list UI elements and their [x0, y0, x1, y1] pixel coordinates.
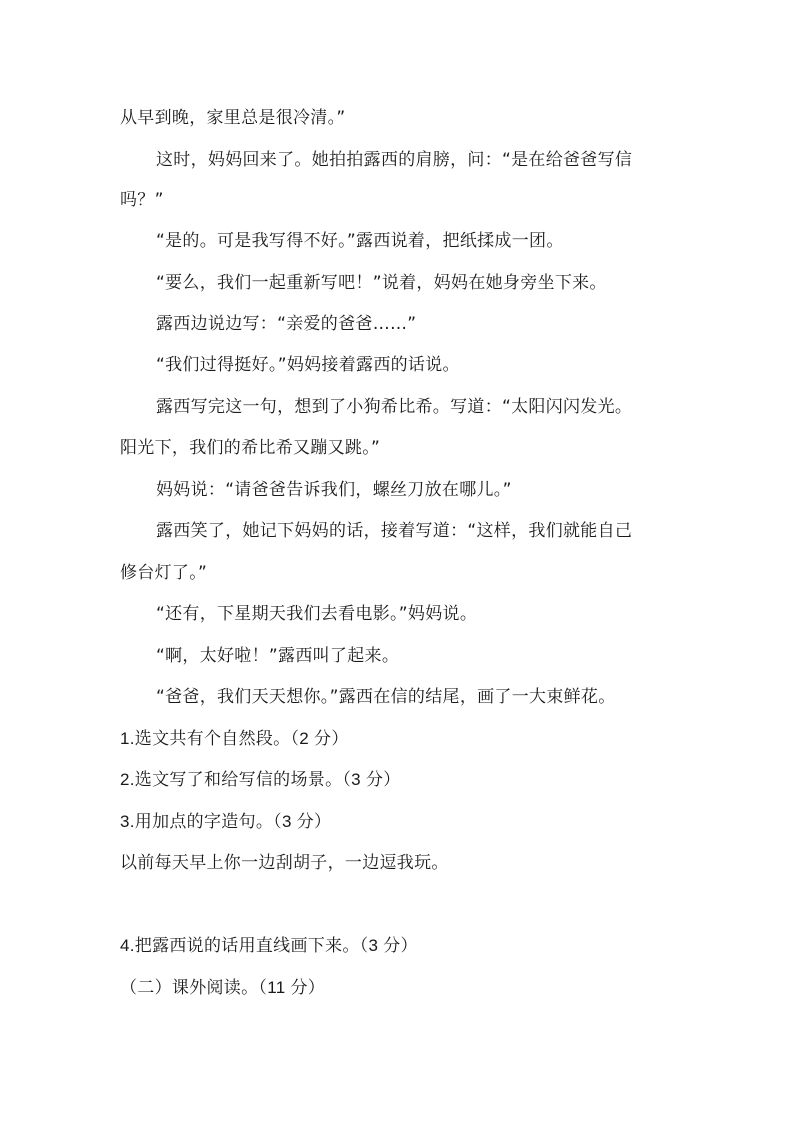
story-line-11: 露西笑了，她记下妈妈的话，接着写道：“这样，我们就能自己 [156, 521, 633, 541]
story-line-10: 妈妈说：“请爸爸告诉我们，螺丝刀放在哪儿。” [156, 480, 512, 500]
story-line-4: “是的。可是我写得不好。”露西说着，把纸揉成一团。 [156, 231, 564, 251]
story-line-2: 这时，妈妈回来了。她拍拍露西的肩膀，问：“是在给爸爸写信 [156, 150, 633, 170]
story-line-13: “还有，下星期天我们去看电影。”妈妈说。 [156, 604, 478, 624]
story-line-5: “要么，我们一起重新写吧！”说着，妈妈在她身旁坐下来。 [156, 273, 607, 293]
story-line-12: 修台灯了。” [120, 563, 208, 583]
story-line-14: “啊，太好啦！”露西叫了起来。 [156, 646, 400, 666]
story-line-9: 阳光下，我们的希比希又蹦又跳。” [120, 438, 381, 458]
question-3-sentence: 以前每天早上你一边刮胡子，一边逗我玩。 [120, 853, 449, 873]
story-line-8: 露西写完这一句，想到了小狗希比希。写道：“太阳闪闪发光。 [156, 397, 633, 417]
question-3: 3.用加点的字造句。（3 分） [120, 812, 332, 831]
story-line-6: 露西边说边写：“亲爱的爸爸……” [156, 314, 417, 334]
story-line-15: “爸爸，我们天天想你。”露西在信的结尾，画了一大束鲜花。 [156, 687, 616, 707]
story-line-1: 从早到晚，家里总是很冷清。” [120, 108, 346, 128]
question-4: 4.把露西说的话用直线画下来。（3 分） [120, 936, 418, 955]
section-heading: （二）课外阅读。（11 分） [120, 978, 326, 997]
story-line-7: “我们过得挺好。”妈妈接着露西的话说。 [156, 355, 460, 375]
question-2: 2.选文写了和给写信的场景。（3 分） [120, 770, 401, 789]
story-line-3: 吗？” [120, 190, 164, 210]
question-1: 1.选文共有个自然段。（2 分） [120, 729, 349, 748]
